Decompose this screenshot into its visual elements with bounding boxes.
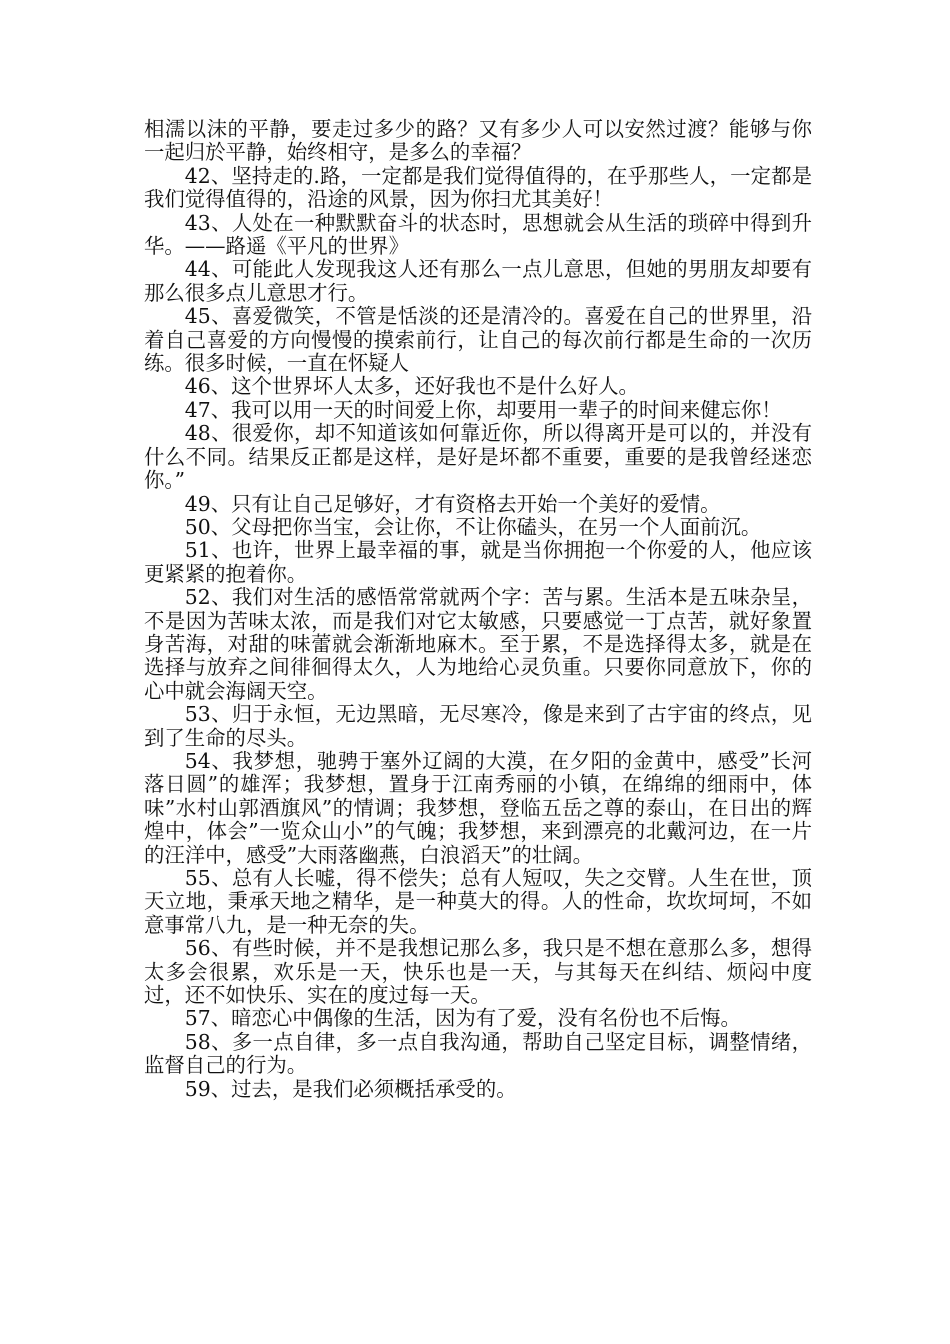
paragraph-continuation: 相濡以沫的平静，要走过多少的路？又有多少人可以安然过渡？能够与你一起归於平静，始终相守，是多么的幸福？ [144,117,812,165]
paragraph-42: 42、坚持走的.路，一定都是我们觉得值得的，在乎那些人，一定都是我们觉得值得的，沿途的风景，因为你扫尤其美好！ [144,163,812,212]
paragraph-59: 59、过去，是我们必须概括承受的。 [184,1076,517,1101]
paragraph-44: 44、可能此人发现我这人还有那么一点儿意思，但她的男朋友却要有那么很多点儿意思才行。 [144,257,812,305]
document-body [144,118,812,1101]
paragraph-45: 45、喜爱微笑，不管是恬淡的还是清冷的。喜爱在自己的世界里，沿着自己喜爱的方向慢慢的摸索前行，让自己的每次前行都是生命的一次历练。很多时候，一直在怀疑人 [144,304,812,376]
paragraph-55: 55、总有人长嘘，得不偿失；总有人短叹，失之交臂。人生在世，顶天立地，秉承天地之精华，是一种莫大的得。人的性命，坎坎坷坷，不如意事常八九，是一种无奈的失。 [144,866,812,937]
paragraph-56: 56、有些时候，并不是我想记那么多，我只是不想在意那么多，想得太多会很累，欢乐是一天，快乐也是一天，与其每天在纠结、烦闷中度过，还不如快乐、实在的度过每一天。 [144,936,812,1008]
paragraph-51: 51、也许，世界上最幸福的事，就是当你拥抱一个你爱的人，他应该更紧紧的抱着你。 [144,538,812,586]
paragraph-46: 46、这个世界坏人太多，还好我也不是什么好人。 [184,374,639,399]
paragraph-58: 58、多一点自律，多一点自我沟通，帮助自己坚定目标，调整情绪，监督自己的行为。 [144,1029,812,1078]
paragraph-53: 53、归于永恒，无边黑暗，无尽寒冷，像是来到了古宇宙的终点，见到了生命的尽头。 [144,702,812,750]
paragraph-48: 48、很爱你，却不知道该如何靠近你，所以得离开是可以的，并没有什么不同。结果反正都是这样，是好是坏都不重要，重要的是我曾经迷恋你。” [144,421,812,493]
paragraph-43: 43、人处在一种默默奋斗的状态时，思想就会从生活的琐碎中得到升华。——路遥《平凡的世界》 [144,210,812,259]
paragraph-52: 52、我们对生活的感悟常常就两个字：苦与累。生活本是五味杂呈，不是因为苦味太浓，而是我们对它太敏感，只要感觉一丁点苦，就好象置身苦海，对甜的味蕾就会渐渐地麻木。至于累，不是选择得太多，就是在选择与放弃之间徘徊得太久，人为地给心灵负重。只要你同意放下，你的心中就会海阔天空。 [144,585,812,703]
paragraph-50: 50、父母把你当宝，会让你，不让你磕头，在另一个人面前沉。 [184,514,762,539]
paragraph-49: 49、只有让自己足够好，才有资格去开始一个美好的爱情。 [184,491,721,516]
paragraph-47: 47、我可以用一天的时间爱上你，却要用一辈子的时间来健忘你！ [184,397,782,422]
paragraph-57: 57、暗恋心中偶像的生活，因为有了爱，没有名份也不后悔。 [184,1006,741,1031]
paragraph-54: 54、我梦想，驰骋于塞外辽阔的大漠，在夕阳的金黄中，感受”长河落日圆”的雄浑；我梦想，置身于江南秀丽的小镇，在绵绵的细雨中，体味”水村山郭酒旗风”的情调；我梦想，登临五岳之尊的泰山，在日出的辉煌中，体会”一览众山小”的气魄；我梦想，来到漂亮的北戴河边，在一片的汪洋中，感受”大雨落幽燕，白浪滔天”的壮阔。 [144,748,812,867]
